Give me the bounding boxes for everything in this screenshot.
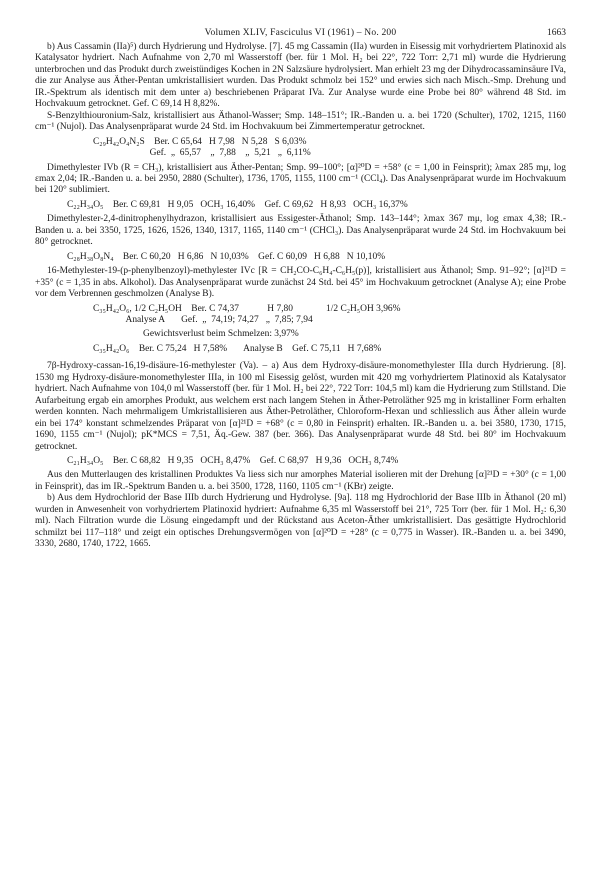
page-number: 1663 — [547, 28, 566, 38]
body-paragraph: Dimethylester IVb (R = CH₃), kristallisiert aus Äther-Pentan; Smp. 99–100°; [α]²⁰D = +58° (c = 1,00 in Feinsprit); λmax 285 mμ, log εmax 2,04; IR.-Banden u. a. bei 2950, 2880 (Schulter), 1736, 1705, 1155, 1100 cm⁻¹ (CCl₄). Das Analysenpräparat wurde im Hochvakuum bei 120° sublimiert. — [35, 162, 566, 196]
journal-volume-header: Volumen XLIV, Fasciculus VI (1961) – No. 200 — [204, 28, 397, 38]
body-paragraph: b) Aus dem Hydrochlorid der Base IIIb durch Hydrierung und Hydrolyse. [9a]. 118 mg Hydrochlorid der Base IIIb in Äthanol (20 ml) wurden in Anwesenheit von vorhydriertem Platinoxid hydriert: Aufnahme 6,35 ml Wasserstoff bei 21°, 725 Torr (ber. für 1 Mol. H₂: 6,30 ml). Nach Filtration wurde die Lösung eingedampft und der Rückstand aus Aceton-Äther umkristallisiert. Das gesättigte Hydrochlorid schmilzt bei 117–118° und zeigt ein optisches Drehungsvermögen von [α]²⁰D = +28° (c = 0,775 in Wasser). IR.-Banden u. a. bei 3490, 3330, 2680, 1740, 1722, 1665. — [35, 493, 566, 550]
article-body — [35, 42, 566, 551]
body-paragraph: 16-Methylester-19-(p-phenylbenzoyl)-methylester IVc [R = CH₂CO-C₆H₄-C₆H₅(p)], kristallisiert aus Äthanol; Smp. 91–92°; [α]²¹D = +35° (c = 1,35 in abs. Alkohol). Das Analysenpräparat wurde zunächst 24 Std. bei 45° im Hochvakuum getrocknet (Analyse A); eine Probe vor dem Verbrennen geschmolzen (Analyse B). — [35, 266, 566, 300]
body-paragraph: Dimethylester-2,4-dinitrophenylhydrazon, kristallisiert aus Essigester-Äthanol; Smp. 143–144°; λmax 367 mμ, log εmax 4,38; IR.-Banden u. a. bei 3350, 1725, 1626, 1526, 1340, 1317, 1165, 1140 cm⁻¹ (CHCl₃). Das Analysenpräparat wurde 24 Std. im Hochvakuum bei 80° getrocknet. — [35, 214, 566, 248]
journal-page — [35, 28, 566, 551]
body-paragraph: Aus den Mutterlaugen des kristallinen Produktes Va liess sich nur amorphes Material isolieren mit der Drehung [α]²¹D = +30° (c = 1,00 in Feinsprit), das im IR.-Spektrum Banden u. a. bei 3500, 1728, 1160, 1105 cm⁻¹ (KBr) zeigte. — [35, 470, 566, 492]
analysis-formula-line: Analyse A Gef. „ 74,19; 74,27 „ 7,85; 7,94 — [93, 314, 313, 325]
body-paragraph: S-Benzylthiouronium-Salz, kristallisiert aus Äthanol-Wasser; Smp. 148–151°; IR.-Banden u. a. bei 1720 (Schulter), 1702, 1215, 1160 cm⁻¹ (Nujol). Das Analysenpräparat wurde 24 Std. im Hochvakuum bei Zimmertemperatur getrocknet. — [35, 110, 566, 133]
body-paragraph: b) Aus Cassamin (IIa)⁵) durch Hydrierung und Hydrolyse. [7]. 45 mg Cassamin (IIa) wurden in Eisessig mit vorhydriertem Platinoxid als Katalysator hydriert. Nach Aufnahme von 2,70 ml Wasserstoff (ber. für 1 Mol. H₂ bei 22°, 722 Torr: 2,71 ml) wurde die Hydrierung unterbrochen und das Produkt durch zweistündiges Kochen in 2N Salzsäure hydrolysiert. Man erhielt 23 mg der Dihydrocassaminsäure IVa, die zur Analyse aus Äther-Pentan umkristallisiert wurden. Das Produkt schmolz bei 152° und erwies sich nach Misch.-Smp. Drehung und IR.-Spektrum als identisch mit dem unter a) beschriebenen Präparat IVa. Zur Analyse wurde eine Probe bei 80° während 48 Std. im Hochvakuum getrocknet. Gef. C 69,14 H 8,82%. — [35, 42, 566, 110]
analysis-formula-line: C₂₉H₄₂O₄N₂S Ber. C 65,64 H 7,98 N 5,28 S 6,03% — [93, 136, 307, 147]
analysis-formula-line: C₂₂H₃₄O₅ Ber. C 69,81 H 9,05 OCH₃ 16,40% Gef. C 69,62 H 8,93 OCH₃ 16,37% — [67, 199, 408, 210]
body-paragraph: 7β-Hydroxy-cassan-16,19-disäure-16-methylester (Va). – a) Aus dem Hydroxy-disäure-monomethylester IIIa durch Hydrierung. [8]. 1530 mg Hydroxy-disäure-monomethylester IIIa, in 100 ml Eisessig gelöst, wurden mit 420 mg vorhydriertem Platinoxid als Katalysator hydriert. Nach Aufnahme von 104,0 ml Wasserstoff (ber. für 1 Mol. H₂ bei 22°, 722 Torr: 104,5 ml) kam die Hydrierung zum Stillstand. Die Aufarbeitung ergab ein amorphes Produkt, aus welchem erst nach langem Stehen in Äther-Petroläther 925 mg in kristalliner Form erhalten werden konnten. Nach mehrmaligem Umkristallisieren aus Äther-Petroläther, Chloroform-Hexan und schliesslich aus Äther allein wurde ein bei 174° konstant schmelzendes Präparat von [α]²¹D = +68° (c = 0,80 in Feinsprit) erhalten. IR.-Banden u. a. bei 3580, 1730, 1715, 1690, 1155 cm⁻¹ (Nujol); pK*MCS = 7,51, Äq.-Gew. 387 (ber. 366). Das Analysenpräparat wurde 48 Std. bei 80° im Hochvakuum getrocknet. — [35, 361, 566, 452]
analysis-formula-line: C₂₈H₃₈O₈N₄ Ber. C 60,20 H 6,86 N 10,03% Gef. C 60,09 H 6,88 N 10,10% — [67, 251, 386, 262]
analysis-formula-line: C₃₅H₄₂O₆ Ber. C 75,24 H 7,58% Analyse B Gef. C 75,11 H 7,68% — [93, 343, 382, 354]
analysis-formula-line: Gef. „ 65,57 „ 7,88 „ 5,21 „ 6,11% — [93, 148, 311, 159]
running-header — [35, 28, 566, 42]
analysis-formula-line: C₃₅H₄₂O₆, 1/2 C₂H₅OH Ber. C 74,37 H 7,80 1/2 C₂H₅OH 3,96% — [93, 303, 401, 314]
analysis-formula-line: C₂₁H₃₄O₅ Ber. C 68,82 H 9,35 OCH₃ 8,47% Gef. C 68,97 H 9,36 OCH₃ 8,74% — [67, 455, 399, 466]
analysis-formula-line: Gewichtsverlust beim Schmelzen: 3,97% — [143, 329, 299, 340]
